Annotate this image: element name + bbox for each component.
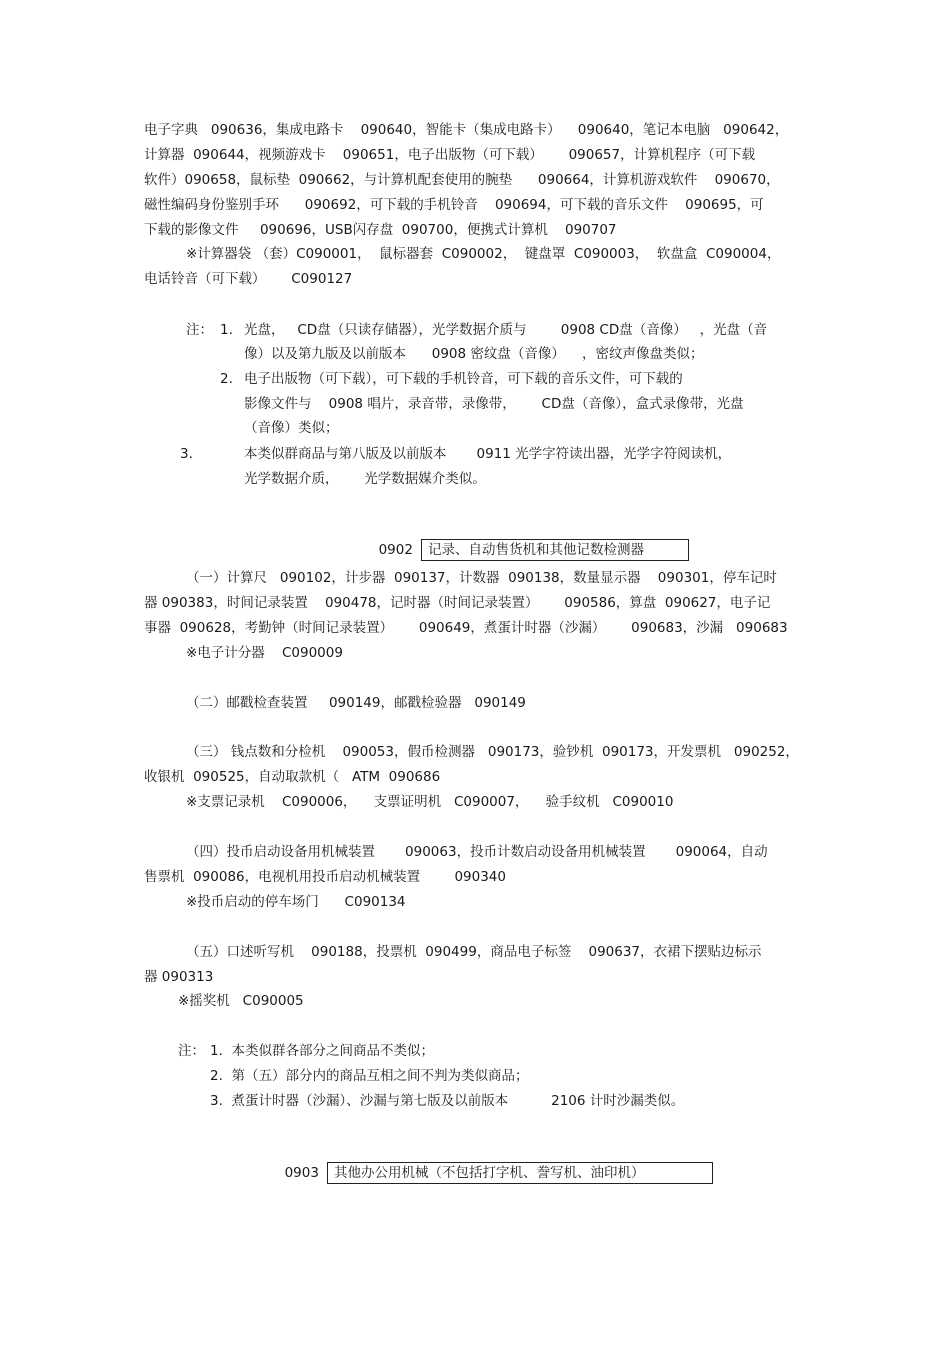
part-line: 收银机 090525，自动取款机（ ATM 090686 xyxy=(144,769,441,785)
note-text: 电子出版物（可下载），可下载的手机铃音，可下载的音乐文件，可下载的 xyxy=(244,371,683,387)
part-line: （二）邮戳检查装置 090149，邮戳检验器 090149 xyxy=(186,695,526,711)
section-heading-0903 xyxy=(276,1140,713,1181)
part-line: 器 090383，时间记录装置 090478，记时器（时间记录装置） 090586，算盘 090627，电子记 xyxy=(144,595,771,611)
part-special-line: ※摇奖机 C090005 xyxy=(178,993,304,1009)
item-line: 电子字典 090636，集成电路卡 090640，智能卡（集成电路卡） 090640，笔记本电脑 090642， xyxy=(144,122,789,138)
part-special-line: ※投币启动的停车场门 C090134 xyxy=(186,894,406,910)
note-text: 影像文件与 0908 唱片，录音带，录像带， CD盘（音像），盒式录像带，光盘 xyxy=(244,396,744,412)
note-text: 3. 煮蛋计时器（沙漏）、沙漏与第七版及以前版本 2106 计时沙漏类似。 xyxy=(210,1093,685,1109)
item-line: 软件）090658，鼠标垫 090662，与计算机配套使用的腕垫 090664，计算机游戏软件 090670， xyxy=(144,172,780,188)
part-line: 器 090313 xyxy=(144,969,214,985)
part-line: （一）计算尺 090102，计步器 090137，计数器 090138，数量显示器 090301，停车记时 xyxy=(186,570,777,586)
note-text: 本类似群商品与第八版及以前版本 0911 光学字符读出器，光学字符阅读机， xyxy=(244,446,732,462)
section-code: 0902 xyxy=(378,542,413,558)
section-code: 0903 xyxy=(284,1165,319,1181)
part-special-line: ※支票记录机 C090006， 支票证明机 C090007， 验手纹机 C090010 xyxy=(186,794,674,810)
note-text: 光盘， CD盘（只读存储器），光学数据介质与 0908 CD盘（音像） ，光盘（音 xyxy=(244,322,768,338)
note-text: （音像）类似； xyxy=(244,420,339,436)
section-title: 记录、自动售货机和其他记数检测器 xyxy=(421,539,689,561)
item-line: 下载的影像文件 090696，USB闪存盘 090700，便携式计算机 090707 xyxy=(144,222,617,238)
note-text: 1. 本类似群各部分之间商品不类似； xyxy=(210,1043,434,1059)
note-number: 1. xyxy=(220,322,233,338)
note-text: 光学数据介质， 光学数据媒介类似。 xyxy=(244,471,486,487)
note-number: 2. xyxy=(220,371,233,387)
section-heading-0902 xyxy=(370,517,689,558)
section-title: 其他办公用机械（不包括打字机、誊写机、油印机） xyxy=(327,1162,713,1184)
item-line: 计算器 090644，视频游戏卡 090651，电子出版物（可下载） 090657，计算机程序（可下载 xyxy=(144,147,756,163)
part-line: （五）口述听写机 090188，投票机 090499，商品电子标签 090637，衣裙下摆贴边标示 xyxy=(186,944,762,960)
note-text: 2. 第（五）部分内的商品互相之间不判为类似商品； xyxy=(210,1068,529,1084)
part-line: 事器 090628，考勤钟（时间记录装置） 090649，煮蛋计时器（沙漏） 090683，沙漏 090683 xyxy=(144,620,788,636)
part-special-line: ※电子计分器 C090009 xyxy=(186,645,343,661)
part-line: 售票机 090086，电视机用投币启动机械装置 090340 xyxy=(144,869,506,885)
part-line: （四）投币启动设备用机械装置 090063，投币计数启动设备用机械装置 090064，自动 xyxy=(186,844,768,860)
notes-label: 注： xyxy=(186,322,213,338)
part-line: （三） 钱点数和分检机 090053，假币检测器 090173，验钞机 090173，开发票机 090252， xyxy=(186,744,799,760)
note-number: 3. xyxy=(180,446,193,462)
notes-label: 注： xyxy=(178,1043,205,1059)
note-text: 像）以及第九版及以前版本 0908 密纹盘（音像） ，密纹声像盘类似； xyxy=(244,346,704,362)
special-item-line: ※计算器袋 （套）C090001， 鼠标器套 C090002， 键盘罩 C090003， 软盘盒 C090004， xyxy=(186,246,781,262)
special-item-line: 电话铃音（可下载） C090127 xyxy=(144,271,353,287)
item-line: 磁性编码身份鉴别手环 090692，可下载的手机铃音 090694，可下载的音乐文件 090695，可 xyxy=(144,197,764,213)
